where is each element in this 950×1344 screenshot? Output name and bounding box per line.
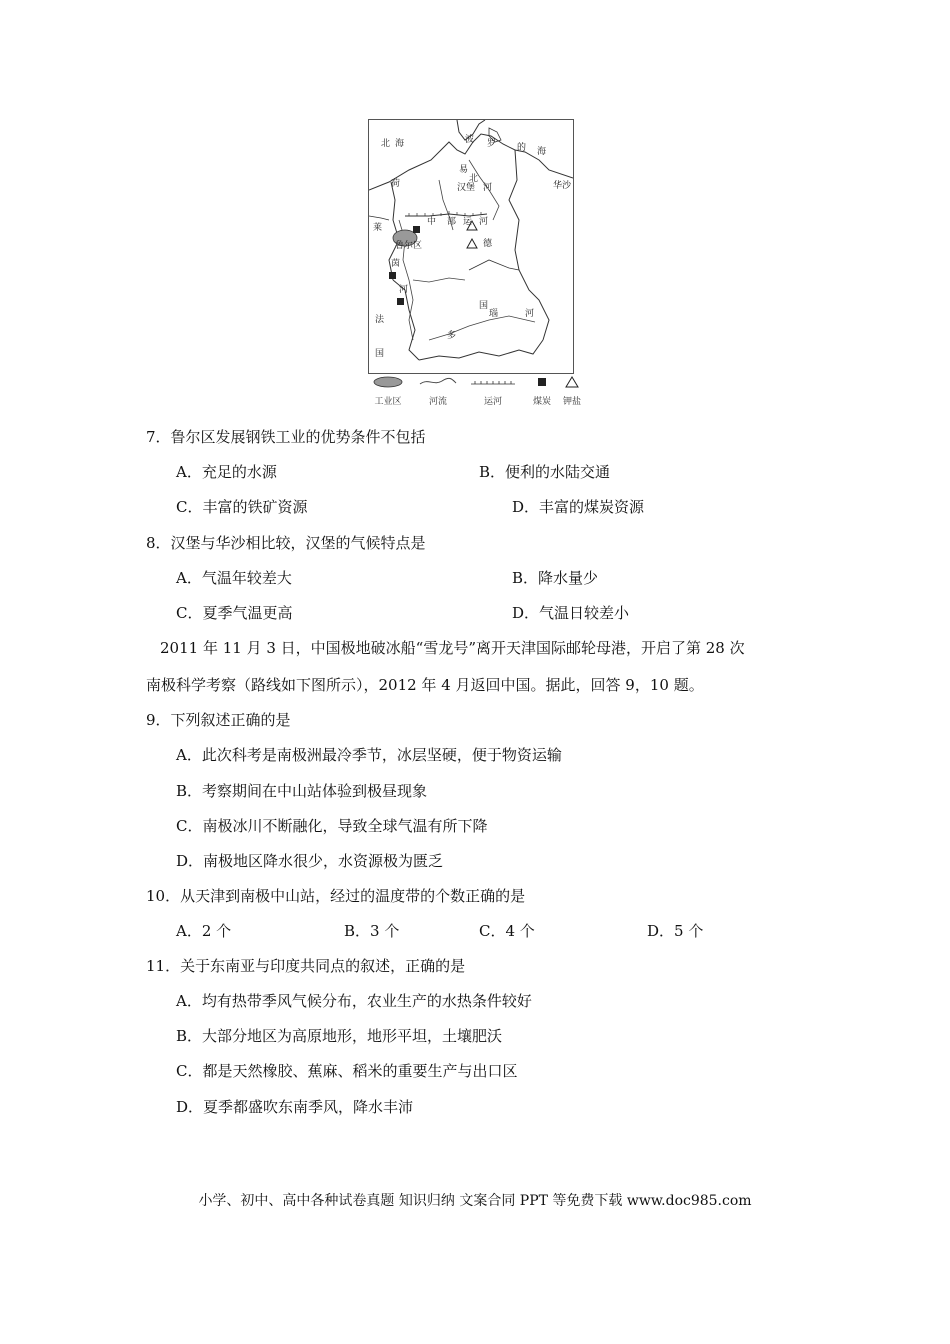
passage-line: 南极科学考察（路线如下图所示），2012 年 4 月返回中国。据此，回答 9，10 题。	[146, 676, 704, 694]
option-a: A．气温年较差大	[176, 569, 292, 587]
option-c: C．丰富的铁矿资源	[176, 498, 308, 516]
question-stem: 9．下列叙述正确的是	[146, 711, 291, 729]
germany-map	[368, 119, 574, 374]
option-d: D．气温日较差小	[512, 604, 630, 622]
option-a: A．此次科考是南极洲最冷季节，冰层坚硬，便于物资运输	[176, 746, 562, 764]
map-label: 华沙	[553, 181, 572, 191]
coal-symbol	[413, 226, 420, 233]
map-label: 汉堡	[457, 183, 476, 193]
map-label: 的	[517, 143, 527, 153]
option-a: A．充足的水源	[176, 463, 277, 481]
map-legend	[368, 374, 588, 408]
map-label: 部	[447, 217, 457, 227]
map-label: 茵	[391, 259, 401, 269]
main-river	[413, 278, 465, 282]
option-b: B．大部分地区为高原地形，地形平坦，土壤肥沃	[176, 1027, 503, 1045]
map-label: 瑙	[489, 309, 499, 319]
legend-potash	[558, 374, 586, 407]
map-label: 多	[447, 331, 457, 341]
map-label: 莱	[373, 223, 383, 233]
legend-label: 工业区	[374, 397, 402, 407]
danube-river	[429, 316, 535, 340]
option-b: B．便利的水陆交通	[479, 463, 611, 481]
map-label: 德	[483, 239, 493, 249]
potash-icon	[560, 376, 584, 388]
option-b: B．考察期间在中山站体验到极昼现象	[176, 782, 428, 800]
map-label: 北	[381, 139, 391, 149]
option-b: B．3 个	[344, 922, 400, 940]
question-stem: 11．关于东南亚与印度共同点的叙述，正确的是	[146, 957, 466, 975]
map-label: 罗	[487, 139, 497, 149]
legend-label: 煤炭	[532, 397, 551, 407]
map-label: 北	[469, 174, 479, 184]
option-b: B．降水量少	[512, 569, 599, 587]
czech-border	[469, 260, 519, 270]
legend-coal	[528, 374, 556, 407]
coal-icon	[530, 376, 554, 388]
legend-label: 运河	[483, 397, 502, 407]
question-stem: 10．从天津到南极中山站，经过的温度带的个数正确的是	[146, 887, 526, 905]
option-d: D．5 个	[647, 922, 704, 940]
page-footer: 小学、初中、高中各种试卷真题 知识归纳 文案合同 PPT 等免费下载 www.doc985.com	[198, 1193, 752, 1209]
map-label: 海	[537, 147, 547, 157]
map-label: 鲁尔区	[395, 241, 423, 251]
map-label: 河	[479, 217, 489, 227]
coal-symbol	[397, 298, 404, 305]
map-label: 河	[525, 309, 535, 319]
legend-industrial	[368, 374, 408, 407]
map-label: 运	[463, 217, 473, 227]
canal-ticks	[409, 211, 481, 216]
coal-symbol	[389, 272, 396, 279]
option-a: A．均有热带季风气候分布，农业生产的水热条件较好	[176, 992, 532, 1010]
option-d: D．南极地区降水很少，水资源极为匮乏	[176, 852, 444, 870]
inner-border	[369, 216, 389, 220]
map-label: 荷	[391, 179, 401, 189]
map-label: 海	[395, 139, 405, 149]
legend-label: 河流	[428, 397, 447, 407]
legend-canal	[468, 374, 518, 407]
legend-river	[416, 374, 460, 407]
map-label: 国	[375, 349, 385, 359]
question-stem: 8．汉堡与华沙相比较，汉堡的气候特点是	[146, 534, 426, 552]
option-a: A．2 个	[176, 922, 232, 940]
legend-label: 钾盐	[562, 397, 581, 407]
map-label: 河	[399, 285, 409, 295]
potash-symbol	[467, 239, 477, 248]
canal-icon	[469, 376, 517, 388]
option-c: C．南极冰川不断融化，导致全球气温有所下降	[176, 817, 488, 835]
industrial-area-icon	[370, 376, 406, 388]
map-label: 中	[427, 217, 437, 227]
map-label: 法	[375, 315, 385, 325]
map-label: 河	[483, 183, 493, 193]
option-d: D．丰富的煤炭资源	[512, 498, 645, 516]
map-svg	[369, 120, 573, 373]
river-icon	[418, 376, 458, 388]
map-label: 易	[459, 165, 469, 175]
south-border	[419, 340, 543, 360]
option-c: C．夏季气温更高	[176, 604, 293, 622]
map-label: 波	[465, 135, 475, 145]
option-c: C．都是天然橡胶、蕉麻、稻米的重要生产与出口区	[176, 1062, 518, 1080]
option-c: C．4 个	[479, 922, 535, 940]
option-d: D．夏季都盛吹东南季风，降水丰沛	[176, 1098, 414, 1116]
map-label: 国	[479, 301, 489, 311]
passage-line: 2011 年 11 月 3 日，中国极地破冰船“雪龙号”离开天津国际邮轮母港，开启了第 28 次	[160, 639, 745, 657]
question-stem: 7．鲁尔区发展钢铁工业的优势条件不包括	[146, 428, 426, 446]
